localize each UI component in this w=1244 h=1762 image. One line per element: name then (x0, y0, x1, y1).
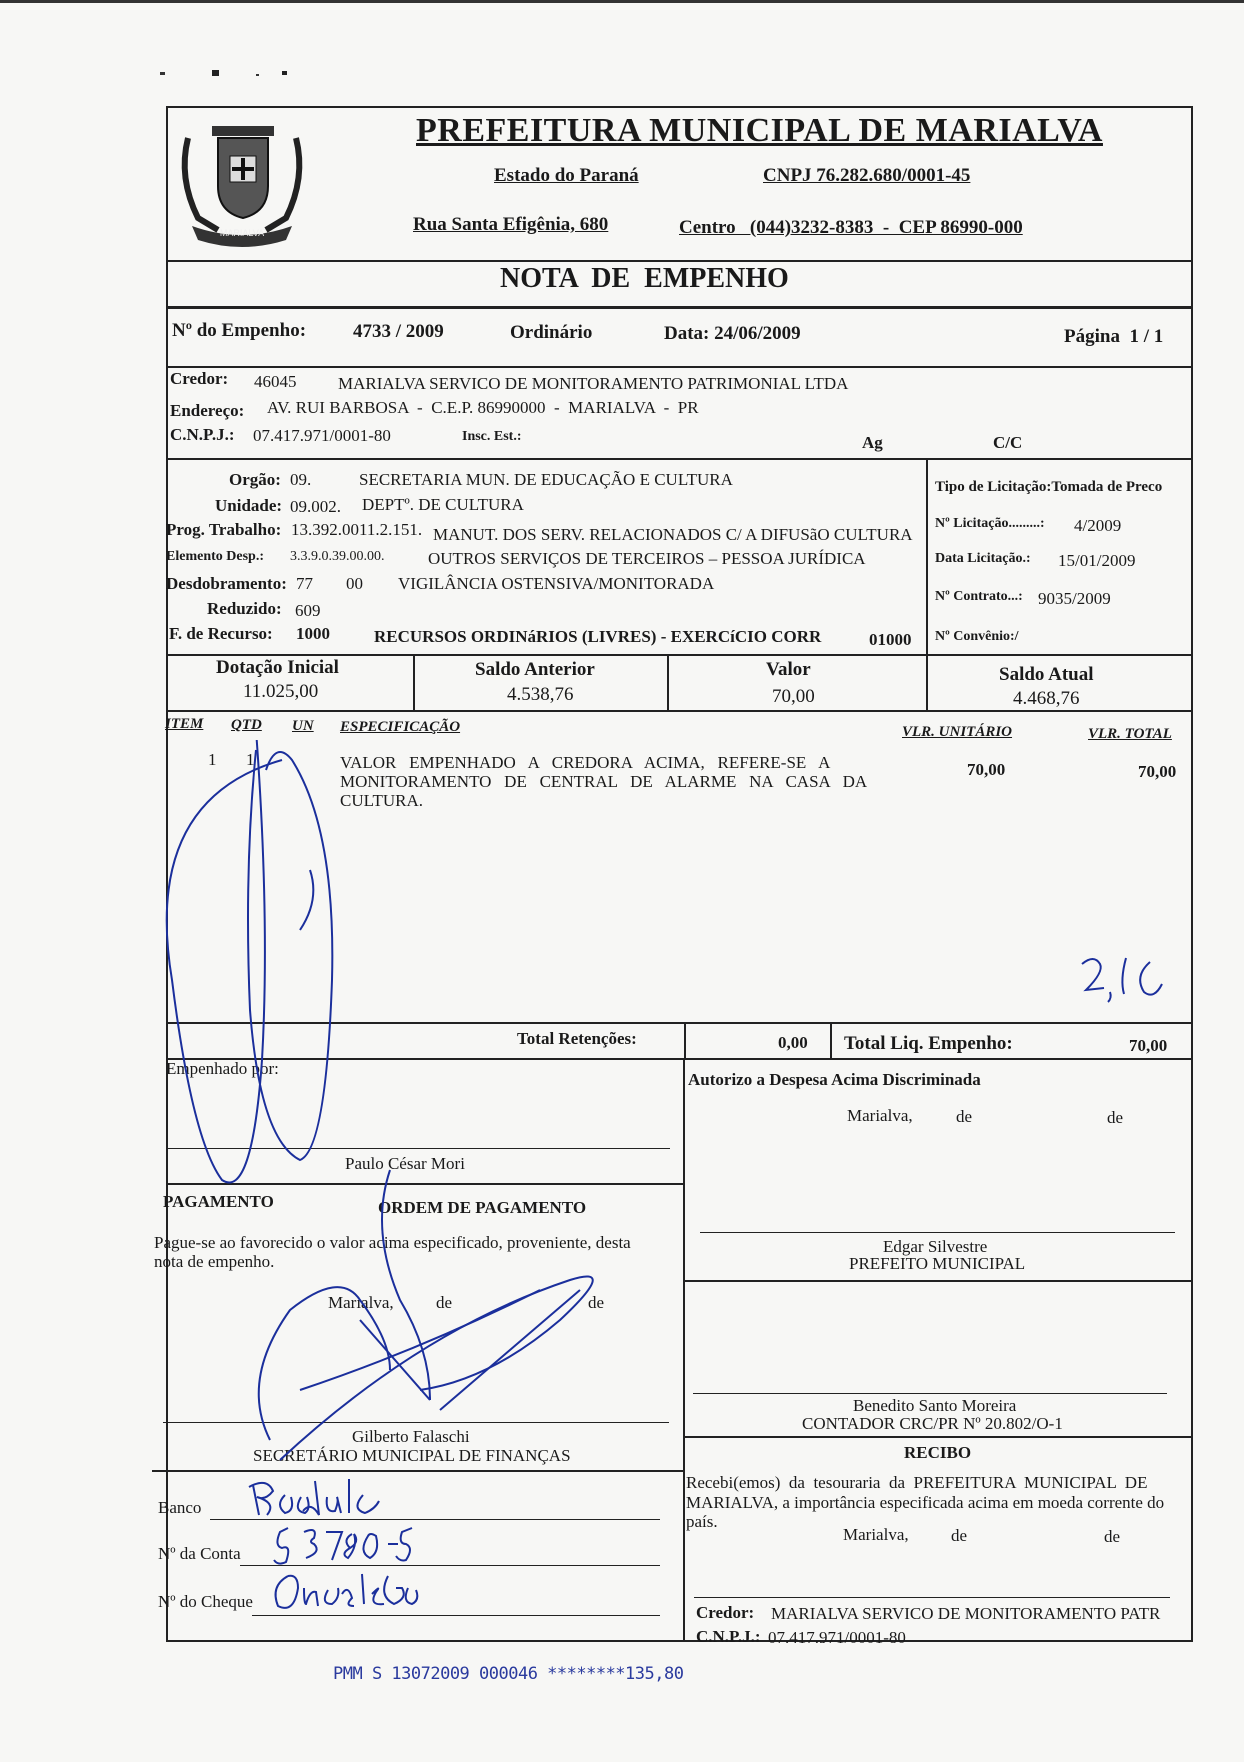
insc-est-label: Insc. Est.: (462, 429, 522, 444)
reduzido-value: 609 (295, 601, 321, 620)
total-retencoes-value: 0,00 (778, 1033, 808, 1052)
credor-cnpj: 07.417.971/0001-80 (253, 426, 391, 445)
autorizo-place: Marialva, (847, 1106, 913, 1125)
item-spec-line2: MONITORAMENTO DE CENTRAL DE ALARME NA CASA DA (340, 772, 868, 791)
recibo-credor-name: MARIALVA SERVICO DE MONITORAMENTO PATR (771, 1604, 1161, 1623)
address-label: Endereço: (170, 401, 245, 420)
handwritten-note (1072, 950, 1182, 1010)
desdobramento-b: 00 (346, 574, 363, 593)
recibo-label: RECIBO (904, 1443, 972, 1462)
items-header-spec: ESPECIFICAÇÃO (340, 719, 461, 735)
unidade-name: DEPTº. DE CULTURA (362, 495, 524, 514)
svg-text:MARIALVA: MARIALVA (219, 228, 265, 238)
prefeito-name: Edgar Silvestre (883, 1237, 988, 1256)
dotacao-label: Dotação Inicial (216, 657, 339, 678)
credor-address: AV. RUI BARBOSA - C.E.P. 86990000 - MARIALVA - PR (267, 398, 699, 417)
cnpj-label: C.N.P.J.: (170, 425, 235, 444)
desdobramento-label: Desdobramento: (166, 574, 287, 593)
recibo-cnpj-value: 07.417.971/0001-80 (768, 1628, 906, 1647)
recibo-credor-label: Credor: (696, 1603, 755, 1622)
recibo-line1: Recebi(emos) da tesouraria da PREFEITURA MUNICIPAL DE (686, 1473, 1148, 1492)
prog-name: MANUT. DOS SERV. RELACIONADOS C/ A DIFUSãO CULTURA (433, 525, 913, 544)
item-unit-price: 70,00 (967, 760, 1006, 779)
conta-label: Nº da Conta (158, 1544, 241, 1563)
desdobramento-name: VIGILÂNCIA OSTENSIVA/MONITORADA (398, 574, 715, 593)
valor-value: 70,00 (772, 686, 815, 707)
total-liq-value: 70,00 (1129, 1036, 1168, 1055)
orgao-name: SECRETARIA MUN. DE EDUCAÇÃO E CULTURA (359, 470, 733, 489)
empenhado-por-name: Paulo César Mori (345, 1154, 465, 1173)
recibo-de2: de (1104, 1527, 1121, 1546)
banco-label: Banco (158, 1498, 202, 1517)
elem-name: OUTROS SERVIÇOS DE TERCEIROS – PESSOA JURÍDICA (428, 549, 866, 568)
item-qtd: 1 (246, 750, 255, 769)
recibo-line2: MARIALVA, a importância especificada acima em moeda corrente do (686, 1493, 1165, 1512)
items-header-unit-price: VLR. UNITÁRIO (902, 724, 1013, 740)
document-title: NOTA DE EMPENHO (500, 263, 789, 294)
pagamento-text-line2: nota de empenho. (154, 1252, 275, 1271)
desdobramento-a: 77 (296, 574, 313, 593)
unidade-code: 09.002. (290, 497, 341, 516)
empenhado-por-label: Empenhado por: (166, 1059, 279, 1078)
licitacao-data-label: Data Licitação.: (935, 551, 1031, 566)
licitacao-tipo: Tipo de Licitação:Tomada de Preco (935, 479, 1163, 495)
fonte-code: 1000 (296, 624, 330, 643)
convenio-label: Nº Convênio:/ (935, 629, 1019, 644)
orgao-code: 09. (290, 470, 312, 489)
banco-handwriting (245, 1475, 445, 1520)
saldo-atual-label: Saldo Atual (999, 664, 1094, 685)
cheque-label: Nº do Cheque (158, 1592, 253, 1611)
item-total: 70,00 (1138, 762, 1177, 781)
autorizo-de2: de (1107, 1108, 1124, 1127)
saldo-anterior-value: 4.538,76 (507, 684, 574, 705)
items-header-item: ITEM (165, 716, 204, 732)
item-spec-line3: CULTURA. (340, 791, 423, 810)
empenho-date: Data: 24/06/2009 (664, 323, 801, 344)
licitacao-num-label: Nº Licitação.........: (935, 516, 1045, 531)
prefeito-role: PREFEITO MUNICIPAL (849, 1254, 1026, 1273)
empenho-type: Ordinário (510, 322, 593, 343)
pagamento-de2: de (588, 1293, 605, 1312)
valor-label: Valor (766, 659, 811, 680)
saldo-atual-value: 4.468,76 (1013, 688, 1080, 709)
credor-code: 46045 (254, 372, 297, 391)
recibo-line3: país. (686, 1512, 718, 1531)
saldo-anterior-label: Saldo Anterior (475, 659, 595, 680)
reduzido-label: Reduzido: (207, 599, 282, 618)
items-header-qtd: QTD (231, 717, 262, 733)
fonte-label: F. de Recurso: (169, 624, 273, 643)
items-header-un: UN (292, 718, 314, 734)
recibo-de1: de (951, 1526, 968, 1545)
header-state: Estado do Paraná (494, 165, 639, 186)
header-address: Rua Santa Efigênia, 680 (413, 214, 609, 235)
dotacao-value: 11.025,00 (243, 681, 319, 702)
contrato-label: Nº Contrato...: (935, 589, 1023, 604)
total-retencoes-label: Total Retenções: (517, 1029, 637, 1048)
page-number: Página 1 / 1 (1064, 326, 1164, 347)
ordem-pagamento-label: ORDEM DE PAGAMENTO (378, 1198, 587, 1217)
item-spec-line1: VALOR EMPENHADO A CREDORA ACIMA, REFERE-SE A (340, 753, 831, 772)
contrato-value: 9035/2009 (1038, 589, 1111, 608)
conta-handwriting (268, 1522, 468, 1567)
licitacao-data-value: 15/01/2009 (1058, 551, 1136, 570)
cheque-handwriting (268, 1568, 448, 1616)
empenho-number: 4733 / 2009 (353, 321, 444, 342)
header-cnpj: CNPJ 76.282.680/0001-45 (763, 165, 971, 186)
page-title: PREFEITURA MUNICIPAL DE MARIALVA (416, 112, 1103, 149)
licitacao-num-value: 4/2009 (1074, 516, 1122, 535)
recibo-cnpj-label: C.N.P.J.: (696, 1627, 761, 1646)
contador-role: CONTADOR CRC/PR Nº 20.802/O-1 (802, 1414, 1063, 1433)
empenho-number-label: Nº do Empenho: (172, 320, 307, 341)
unidade-label: Unidade: (215, 496, 283, 515)
secretario-name: Gilberto Falaschi (352, 1427, 470, 1446)
orgao-label: Orgão: (229, 470, 281, 489)
item-row (166, 748, 1193, 818)
credor-label: Credor: (170, 369, 229, 388)
fonte-extra: 01000 (869, 630, 912, 649)
prog-label: Prog. Trabalho: (166, 520, 282, 539)
autorizo-de1: de (956, 1107, 973, 1126)
pagamento-place: Marialva, (328, 1293, 394, 1312)
fonte-name: RECURSOS ORDINáRIOS (LIVRES) - EXERCíCIO CORR (374, 627, 822, 646)
contador-name: Benedito Santo Moreira (853, 1396, 1017, 1415)
total-liq-label: Total Liq. Empenho: (844, 1033, 1013, 1054)
scan-specks (160, 70, 310, 80)
cc-label: C/C (993, 433, 1023, 452)
items-header-total: VLR. TOTAL (1088, 726, 1172, 742)
secretario-role: SECRETÁRIO MUNICIPAL DE FINANÇAS (253, 1446, 571, 1465)
bank-stamp: PMM S 13072009 000046 ********135,80 (333, 1664, 684, 1684)
header-contact: Centro (044)3232-8383 - CEP 86990-000 (679, 217, 1023, 238)
elem-code: 3.3.9.0.39.00.00. (290, 549, 385, 564)
scan-edge (0, 0, 1244, 3)
elem-label: Elemento Desp.: (166, 549, 264, 564)
pagamento-de1: de (436, 1293, 453, 1312)
coat-of-arms-logo (168, 108, 316, 258)
pagamento-text-line1: Pague-se ao favorecido o valor acima especificado, proveniente, desta (154, 1233, 631, 1252)
pagamento-label: PAGAMENTO (163, 1192, 274, 1211)
autorizo-label: Autorizo a Despesa Acima Discriminada (688, 1070, 981, 1089)
prog-code: 13.392.0011.2.151. (291, 520, 423, 539)
credor-name: MARIALVA SERVICO DE MONITORAMENTO PATRIMONIAL LTDA (338, 374, 849, 393)
recibo-place: Marialva, (843, 1525, 909, 1544)
ag-label: Ag (862, 433, 883, 452)
item-number: 1 (208, 750, 217, 769)
